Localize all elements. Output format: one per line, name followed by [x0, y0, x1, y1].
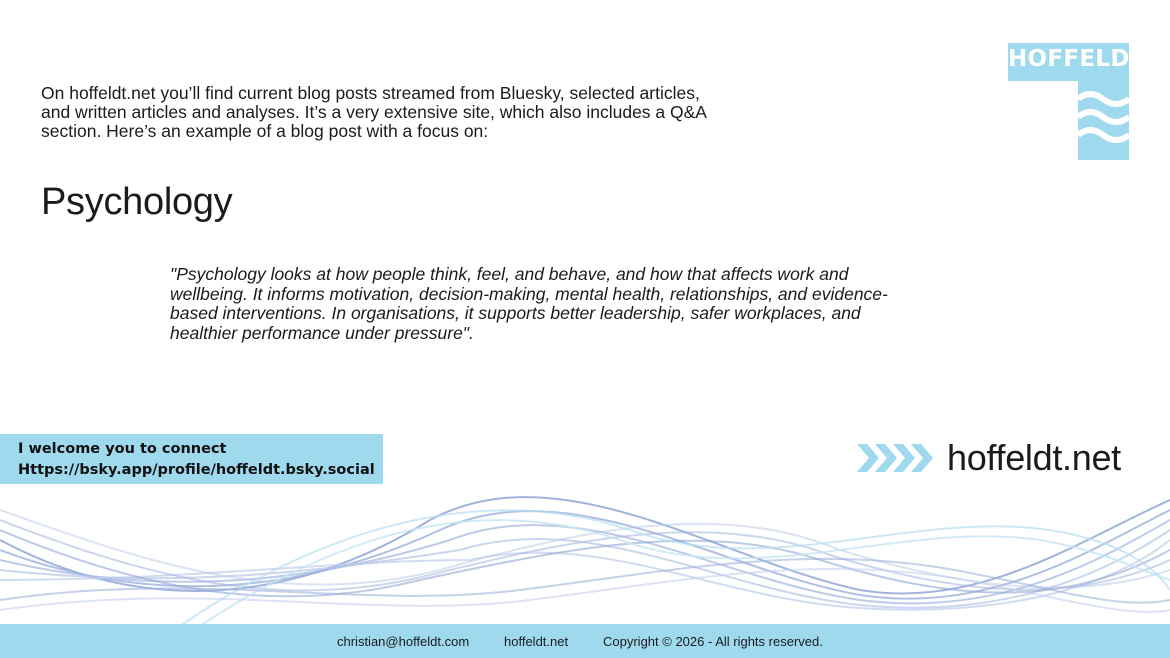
brand-link[interactable] [857, 436, 1121, 480]
intro-line: section. Here’s an example of a blog post with a focus on: [41, 121, 489, 141]
chevrons-right-icon [857, 440, 935, 476]
quote-line: wellbeing. It informs motivation, decision-making, mental health, relationships, and evidence- [170, 283, 888, 304]
intro-line: On hoffeldt.net you’ll find current blog posts streamed from Bluesky, selected articles, [41, 83, 700, 103]
hoffeldt-logo [1008, 43, 1146, 160]
footer-email[interactable]: christian@hoffeldt.com [337, 634, 470, 649]
bluesky-profile-link[interactable]: Https://bsky.app/profile/hoffeldt.bsky.social [18, 462, 375, 478]
footer-copyright: Copyright © 2026 - All rights reserved. [603, 634, 823, 649]
page-title: Psychology [41, 181, 233, 223]
quote-line: based interventions. In organisations, it supports better leadership, safer workplaces, and [170, 303, 861, 323]
decorative-waves [0, 480, 1170, 626]
connect-heading: I welcome you to connect [18, 441, 227, 457]
intro-line: and written articles and analyses. It’s a very extensive site, which also includes a Q&A [41, 102, 707, 122]
footer-bar [0, 624, 1170, 658]
logo-text: HOFFELDT [1008, 46, 1146, 72]
blog-quote [170, 265, 970, 343]
quote-line: healthier performance under pressure". [170, 322, 474, 343]
footer-site-link[interactable]: hoffeldt.net [504, 634, 569, 649]
quote-line: "Psychology looks at how people think, feel, and behave, and how that affects work and [170, 264, 849, 284]
connect-banner [0, 434, 383, 484]
brand-text: hoffeldt.net [947, 437, 1121, 478]
intro-paragraph [41, 84, 801, 141]
